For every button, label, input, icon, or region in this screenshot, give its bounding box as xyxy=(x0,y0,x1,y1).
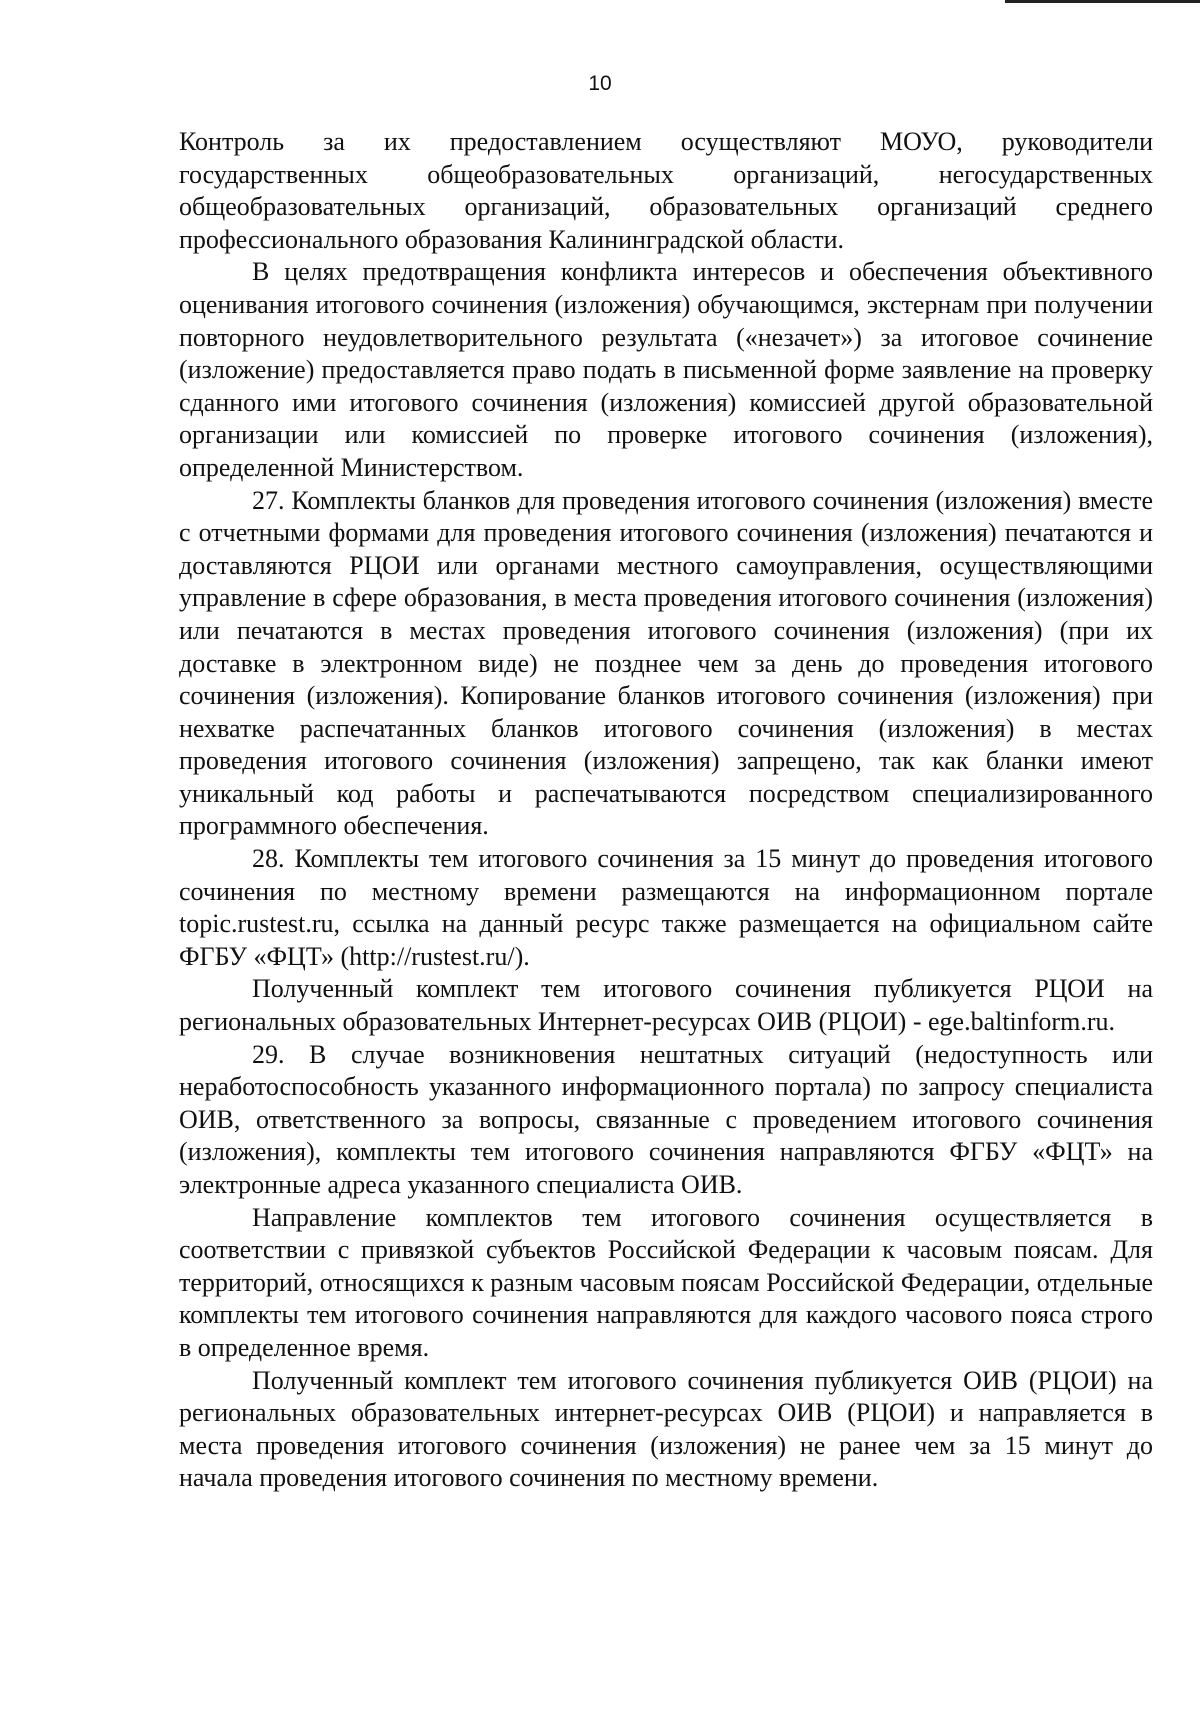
paragraph-topics-publication: Полученный комплект тем итогового сочинения публикуется РЦОИ на региональных образовательных Интернет-ресурсах ОИВ (РЦОИ) - ege.baltinform.ru. xyxy=(179,974,1153,1037)
paragraph-continuation: Контроль за их предоставлением осуществляют МОУО, руководители государственных общеобразовательных организаций, негосударственных общеобразовательных организаций, образовательных организаций среднего профессионального образования Калининградской области. xyxy=(179,127,1153,254)
scan-edge-line xyxy=(1005,0,1200,3)
paragraph-time-zones: Направление комплектов тем итогового сочинения осуществляется в соответствии с привязкой субъектов Российской Федерации к часовым поясам. Для территорий, относящихся к разным часовым поясам Российской Федерации, отдельные комплекты тем итогового сочинения направляются для каждого часового пояса строго в определенное время. xyxy=(179,1202,1153,1362)
document-body xyxy=(179,126,1153,1495)
paragraph-item-29: 29. В случае возникновения нештатных ситуаций (недоступность или неработоспособность указанного информационного портала) по запросу специалиста ОИВ, ответственного за вопросы, связанные с проведением итогового сочинения (изложения), комплекты тем итогового сочинения направляются ФГБУ «ФЦТ» на электронные адреса указанного специалиста ОИВ. xyxy=(179,1039,1153,1199)
paragraph-item-28: 28. Комплекты тем итогового сочинения за 15 минут до проведения итогового сочинения по местному времени размещаются на информационном портале topic.rustest.ru, ссылка на данный ресурс также размещается на официальном сайте ФГБУ «ФЦТ» (http://rustest.ru/). xyxy=(179,844,1153,971)
paragraph-conflict-of-interest: В целях предотвращения конфликта интересов и обеспечения объективного оценивания итогового сочинения (изложения) обучающимся, экстернам при получении повторного неудовлетворительного результата («незачет») за итоговое сочинение (изложение) предоставляется право подать в письменной форме заявление на проверку сданного ими итогового сочинения (изложения) комиссией другой образовательной организации или комиссией по проверке итогового сочинения (изложения), определенной Министерством. xyxy=(179,257,1153,482)
page-number: 10 xyxy=(588,72,612,95)
paragraph-item-27: 27. Комплекты бланков для проведения итогового сочинения (изложения) вместе с отчетными формами для проведения итогового сочинения (изложения) печатаются и доставляются РЦОИ или органами местного самоуправления, осуществляющими управление в сфере образования, в места проведения итогового сочинения (изложения) или печатаются в местах проведения итогового сочинения (изложения) (при их доставке в электронном виде) не позднее чем за день до проведения итогового сочинения (изложения). Копирование бланков итогового сочинения (изложения) при нехватке распечатанных бланков итогового сочинения (изложения) в местах проведения итогового сочинения (изложения) запрещено, так как бланки имеют уникальный код работы и распечатываются посредством специализированного программного обеспечения. xyxy=(179,485,1153,841)
paragraph-regional-publication: Полученный комплект тем итогового сочинения публикуется ОИВ (РЦОИ) на региональных образовательных интернет-ресурсах ОИВ (РЦОИ) и направляется в места проведения итогового сочинения (изложения) не ранее чем за 15 минут до начала проведения итогового сочинения по местному времени. xyxy=(179,1365,1153,1493)
